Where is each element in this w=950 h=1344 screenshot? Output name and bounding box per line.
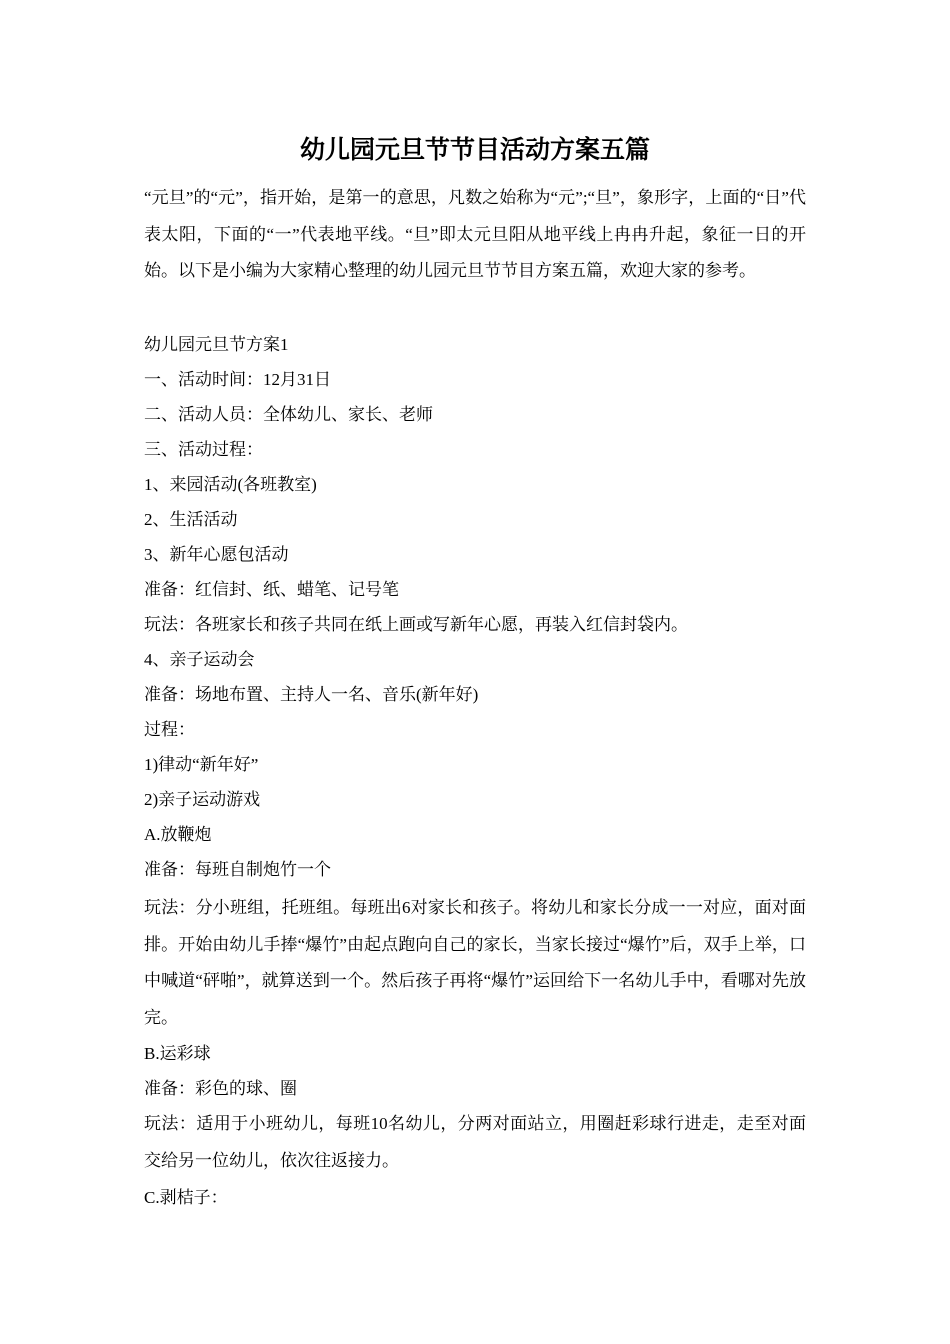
game-heading: A.放鞭炮 bbox=[144, 825, 212, 844]
document-title: 幼儿园元旦节节目活动方案五篇 bbox=[299, 135, 650, 164]
plan-1-section bbox=[144, 327, 806, 887]
ball-rules-block bbox=[144, 1106, 806, 1179]
activity-process-heading: 三、活动过程： bbox=[144, 440, 263, 459]
list-item: 1、来园活动(各班教室) bbox=[144, 475, 317, 494]
orange-game-section bbox=[144, 1180, 806, 1215]
list-item: 过程： bbox=[144, 720, 195, 739]
list-item: 准备：红信封、纸、蜡笔、记号笔 bbox=[144, 580, 399, 599]
list-item: 准备：场地布置、主持人一名、音乐(新年好) bbox=[144, 685, 479, 704]
list-item: 2)亲子运动游戏 bbox=[144, 790, 261, 809]
list-item: 2、生活活动 bbox=[144, 510, 238, 529]
activity-participants: 二、活动人员：全体幼儿、家长、老师 bbox=[144, 405, 433, 424]
firecracker-rules-block bbox=[144, 890, 806, 1036]
list-item: 玩法：各班家长和孩子共同在纸上画或写新年心愿，再装入红信封袋内。 bbox=[144, 615, 688, 634]
ball-rules-paragraph: 玩法：适用于小班幼儿，每班10名幼儿，分两对面站立，用圈赶彩球行进走，走至对面交给另一位幼儿，依次往返接力。 bbox=[144, 1114, 806, 1170]
intro-paragraph-block bbox=[144, 180, 806, 290]
game-heading: C.剥桔子： bbox=[144, 1188, 228, 1207]
list-item: 准备：彩色的球、圈 bbox=[144, 1079, 297, 1098]
game-heading: B.运彩球 bbox=[144, 1044, 211, 1063]
list-item: 1)律动“新年好” bbox=[144, 755, 259, 774]
list-item: 4、亲子运动会 bbox=[144, 650, 255, 669]
list-item: 3、新年心愿包活动 bbox=[144, 545, 289, 564]
firecracker-rules-paragraph: 玩法：分小班组，托班组。每班出6对家长和孩子。将幼儿和家长分成一一对应，面对面排。开始由幼儿手捧“爆竹”由起点跑向自己的家长，当家长接过“爆竹”后，双手上举，口中喊道“砰啪”，就算送到一个。然后孩子再将“爆竹”运回给下一名幼儿手中，看哪对先放完。 bbox=[144, 898, 806, 1027]
ball-game-section bbox=[144, 1036, 806, 1106]
list-item: 准备：每班自制炮竹一个 bbox=[144, 860, 331, 879]
activity-time: 一、活动时间：12月31日 bbox=[144, 370, 331, 389]
section-heading: 幼儿园元旦节方案1 bbox=[144, 335, 289, 354]
intro-paragraph: “元旦”的“元”，指开始，是第一的意思，凡数之始称为“元”;“旦”，象形字，上面的“日”代表太阳，下面的“一”代表地平线。“旦”即太元旦阳从地平线上冉冉升起，象征一日的开始。以下是小编为大家精心整理的幼儿园元旦节节目方案五篇，欢迎大家的参考。 bbox=[144, 188, 806, 280]
